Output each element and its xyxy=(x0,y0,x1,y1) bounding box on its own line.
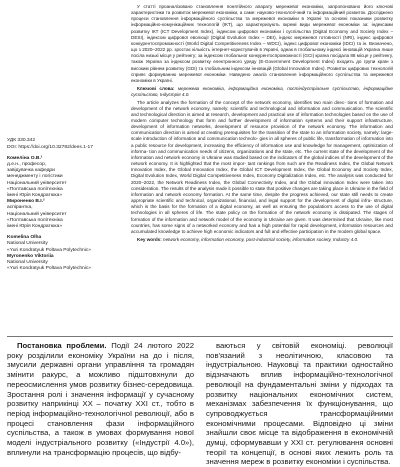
body-paragraph-text: Події 24 лютого 2022 року розділили економіку України на до і після, змусили державні органи управління та громадян змінити ракурс, а можливо підштовхнули до переосмислення умов розвитку бізнес-середовища. Зростання ролі і значення інформації у сучасному розвитку наприкінці XX – початку XXI ст., тобто в період інформаційно-технологічної революції, або в процесі становлення фази інформаційного суспільства, а також в умовах формування нової моделі індустріального розвитку («Індустрії 4.0»), вплинули на трансформацію процесів, що відбу- xyxy=(7,341,194,457)
affiliation-line: менеджменту і логістики xyxy=(7,174,63,180)
affiliation-line: «Полтавська політехніка xyxy=(7,186,63,192)
keywords-en-label: Key words: xyxy=(137,236,162,242)
abstract-block xyxy=(131,4,393,244)
author2-name: Мироненко В.І.² xyxy=(7,199,45,205)
author2-en-affiliation xyxy=(7,260,123,272)
udc-code: УДК 330.342 xyxy=(7,138,36,143)
author2-affiliation xyxy=(7,205,123,230)
affiliation-line: д.е.н., професор, xyxy=(7,162,47,167)
affiliation-line: імені Юрія Кондратюка» xyxy=(7,224,63,230)
article-body xyxy=(7,341,393,467)
abstract-uk xyxy=(131,4,393,84)
body-paragraph xyxy=(206,341,393,467)
doi-link[interactable]: DOI: https://doi.org/10.32782/dees.1-17 xyxy=(7,144,93,150)
abstract-en-text: The article analyzes the formation of the concept of the network economy, identifies two main direc- tions of formation and development of the network economy, namely: scientific and technological and information and communication. The scientific and technological direction is aimed at research, development and practical use of information technologies based on the use of modern computer technology that form and further development of information systems and their support infrastructure, development of information networks, development of resource provision of the network economy. The information and communication direction is aimed at creating prerequisites for the transition of the state to an information society, namely: large-scale introduction of information and communication technolo- gies in all spheres of public life, transformation of information into a public resource for development, increasing the efficiency of information use and knowledge for management, optimization of informa- tion and communication needs of citizens, organizations and the state, etc. The current state of the development of the information and network economy in Ukraine was studied based on the indicators of the global indices of the development of the network economy. It is highlighted that the most impor- tant rankings from such are the Readiness Index, the Global Network Innovation Index, the Global Innovation Index, the Global ICT Development Index, the Global Economy and Society Index, Digital Evolution Index, World Digital Competitiveness Index, Economy Digitalization Index, etc. The analysis was conducted for 2020–2022, the Network Readiness Index, the Global Connectivity Index, and the Global innovation Index were taken into consideration. The results of the analysis made it possible to state that positive changes are taking place in Ukraine in the field of information and network economy formation. At the same time, despite the progress achieved, our state still needs to create appropriate scientific and technical, organizational, financial, and legal support for the development of digital infra- structure, which is the basis for the formation of a digital economy, as well as ensuring the population's access to the use of digital technologies in all spheres of life. The state policy on the formation of the network economy is dissipated. The stages of formation of the information and network model of the economy in Ukraine are given. It was determined that Ukraine, like most countries, has some signs of a networked economy and has a high potential for rapid development, information resources and accumulated knowledge to achieve high economic indicators and full and effective participation in the modern global space. xyxy=(131,99,393,234)
affiliation-line: імені Юрія Кондратюка» xyxy=(7,193,63,199)
keywords-uk xyxy=(131,86,393,98)
affiliation-line: аспірантка, xyxy=(7,205,33,211)
affiliation-line: Національний університет xyxy=(7,180,67,186)
author1-name: Комеліна О.В.¹ xyxy=(7,155,43,161)
affiliation-line: National University xyxy=(7,241,48,247)
affiliation-line: Національний університет xyxy=(7,211,67,217)
keywords-uk-text: мережева економіка, інформаційна економіка, постіндустріальне суспільство, інформаційне суспільство, Індустрія 4.0. xyxy=(131,85,393,97)
keywords-uk-label: Ключові слова: xyxy=(137,85,175,91)
abstract-uk-text: У статті проаналізовано становлення понятійного апарату мережевої економіки, запропоновано його ключові характеристики та розвиток мережевої економіки, а саме: науково-технологічний та інформаційний розвиток. Досліджено процеси становлення інформаційного суспільства та мережевої економіки в Україні та основні показники розвитку інформаційно-комунікаційних технологій (ІКТ), що характеризують окремі види мережевої економіки за: індексами розвитку ІКТ (ICT Development Index), індексом цифрової економіки і суспільства (Digital Economy and Society Index – DESI), індексом цифрової еволюції (Digital Evolution Index – DEI), індекс мережевої готовності (NRI), індекс цифрової конкурентоспроможності (World Digital Competitiveness Index – WDCI), індекс цифрової економіки (IDCI) та ін. Визначено, що з 2020–2022 рр. зростає кількість інтернет-користувачів в Україні, однак в глобальному індексі інновацій Україна лише посіла низькі місця у рейтингу; за індексом глобальної конкурентоспроможності (GCI) країна посідала 88 місце у рейтингу, також Україна за індексом розвитку електронного уряду (E-Government Development Index) входить до групи країн з високим рівнем розвитку (GDI) та глобальним індексом інновацій (Global Innovation Index). Розвиток цифрових технологій сприяє формуванню мережевої економіки. Наведено аналіз становлення інформаційного суспільства та мережевої економіки в Україні. xyxy=(131,4,393,83)
section-heading: Постановка проблеми. xyxy=(17,341,107,350)
affiliation-line: «Полтавська політехніка xyxy=(7,217,63,223)
affiliation-line: National University xyxy=(7,260,48,266)
affiliation-line: «Yuri Kondratyuk Poltava Polytechnic» xyxy=(7,247,92,253)
author1-en-name: Komelina Olha xyxy=(7,235,42,241)
keywords-en-text: network economy, information economy, post-industrial society, information society, Industry 4.0. xyxy=(161,236,359,242)
section-divider xyxy=(7,336,393,337)
keywords-en xyxy=(131,237,393,243)
body-paragraph-text: ваються у світовій економіці. революції пов'язаний з неолітичною, класовою та індустріальною. Науковці та практики одностайно відзначають вплив інформаційно-технологічної революції на фундаментальні зміни у підходах та розвитку національних економічних систем, механізмах забезпечення їх функціонування, що супроводжується трансформаційними економічними процесами. Відповідно ці зміни знайшли своє місце та відображення в економічній думці, сформувавши у XXI ст. регулювання основні теорії та концепції, в основі яких лежить роль та значення мереж в розвитку економіки і суспільства. xyxy=(206,341,393,467)
author2-en-name: Myronenko Viktoriia xyxy=(7,253,54,259)
body-paragraph xyxy=(7,341,194,457)
author1-en-affiliation xyxy=(7,241,123,253)
abstract-en xyxy=(131,100,393,235)
affiliation-line: завідувачка кафедри xyxy=(7,168,55,174)
article-meta-sidebar xyxy=(7,138,123,272)
author1-affiliation xyxy=(7,162,123,199)
affiliation-line: «Yuri Kondratyuk Poltava Polytechnic» xyxy=(7,266,92,272)
